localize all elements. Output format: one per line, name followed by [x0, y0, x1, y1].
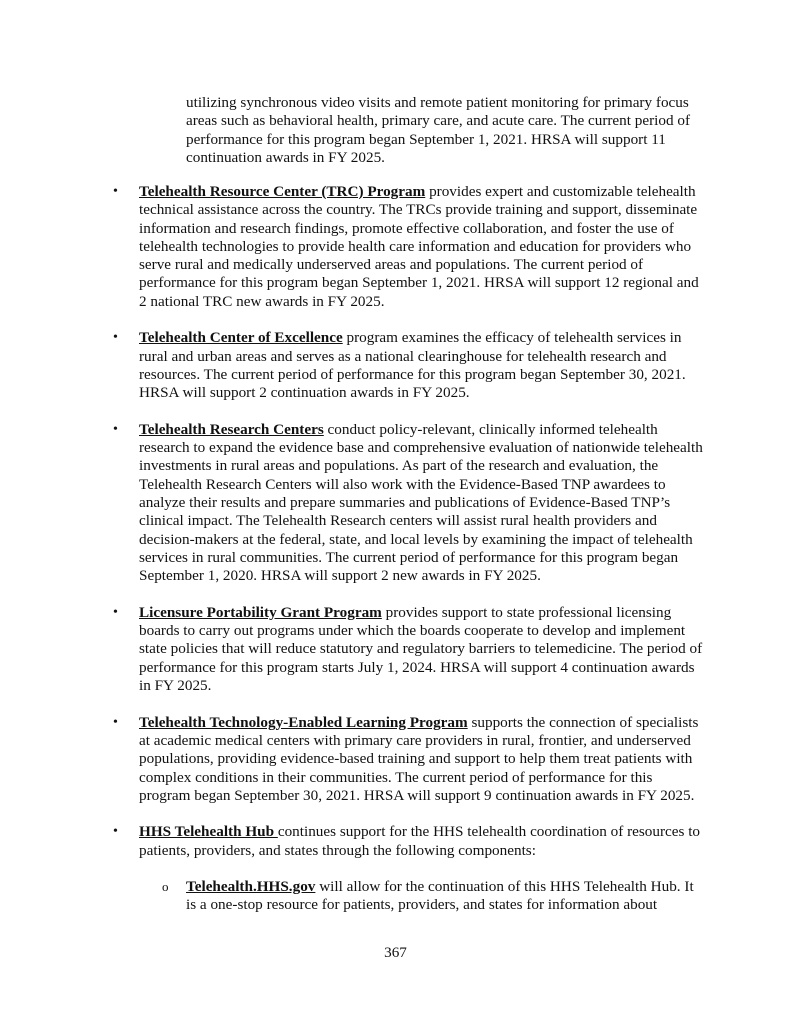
page-number: 367 — [384, 944, 407, 961]
component-description: will allow for the continuation of this HHS Telehealth Hub. It is a one-stop resource for patients, providers, and states for information about — [186, 877, 694, 914]
intro-continuation-paragraph: utilizing synchronous video visits and remote patient monitoring for primary focus areas such as behavioral health, primary care, and acute care. The current period of performance for this program began September 1, 2021. HRSA will support 11 continuation awards in FY 2025. — [186, 94, 691, 166]
bullet-marker: • — [113, 714, 118, 730]
program-item-center-of-excellence — [0, 329, 704, 402]
program-name: HHS Telehealth Hub — [139, 823, 278, 841]
sub-bullet-marker: o — [162, 878, 169, 894]
program-item-research-centers — [0, 421, 704, 586]
bullet-marker: • — [113, 330, 118, 346]
program-item-technology-enabled-learning — [0, 714, 704, 805]
program-item-hhs-telehealth-hub — [0, 823, 704, 914]
program-description: provides expert and customizable telehealth technical assistance across the country. The TRCs provide training and support, disseminate information and research findings, promote effective collaboration, and foster the use of telehealth technologies to provide health care information and education for providers who serve rural and medically underserved areas and populations. The current period of performance for this program began September 1, 2021. HRSA will support 12 regional and 2 national TRC new awards in FY 2025. — [139, 183, 699, 310]
bullet-marker: • — [113, 421, 118, 437]
program-item-licensure-portability — [0, 604, 704, 695]
program-name: Licensure Portability Grant Program — [139, 603, 382, 621]
program-name: Telehealth Center of Excellence — [139, 329, 343, 347]
program-name: Telehealth Resource Center (TRC) Program — [139, 183, 426, 200]
program-name: Telehealth Technology-Enabled Learning Program — [139, 713, 468, 731]
program-description: program examines the efficacy of telehealth services in rural and urban areas and serves as a national clearinghouse for telehealth research and resources. The current period of performance for this program began September 30, 2021. HRSA will support 2 continuation awards in FY 2025. — [139, 329, 686, 402]
bullet-marker: • — [113, 604, 118, 620]
hub-component-item — [139, 878, 706, 915]
program-item-trc — [0, 183, 704, 311]
program-description: provides support to state professional licensing boards to carry out programs under which the boards cooperate to develop and implement state policies that will reduce statutory and regulatory barriers to telemedicine. The period of performance for this program starts July 1, 2024. HRSA will support 4 continuation awards in FY 2025. — [139, 603, 703, 695]
program-bullet-list — [0, 183, 791, 933]
component-name: Telehealth.HHS.gov — [186, 877, 316, 895]
program-description: conduct policy-relevant, clinically informed telehealth research to expand the evidence base and comprehensive evaluation of nationwide telehealth investments in rural areas and populations. As part of the research and evaluation, the Telehealth Research Centers will also work with the Evidence-Based TNP awardees to analyze their results and prepare summaries and publications of Evidence-Based TNP’s clinical impact. The Telehealth Research centers will assist rural health providers and decision-makers at the federal, state, and local levels by examining the impact of telehealth services in rural communities. The current period of performance for this program began September 1, 2020. HRSA will support 2 new awards in FY 2025. — [139, 420, 703, 585]
program-name: Telehealth Research Centers — [139, 420, 324, 438]
hub-component-list — [139, 878, 704, 915]
program-description: supports the connection of specialists at academic medical centers with primary care providers in rural, frontier, and underserved populations, providing evidence-based training and support to help them treat patients with complex conditions in their communities. The current period of performance for this program began September 30, 2021. HRSA will support 9 continuation awards in FY 2025. — [139, 713, 699, 804]
bullet-marker: • — [113, 824, 118, 840]
program-description: continues support for the HHS telehealth coordination of resources to patients, providers, and states through the following components: — [139, 823, 701, 859]
bullet-marker: • — [113, 184, 118, 199]
